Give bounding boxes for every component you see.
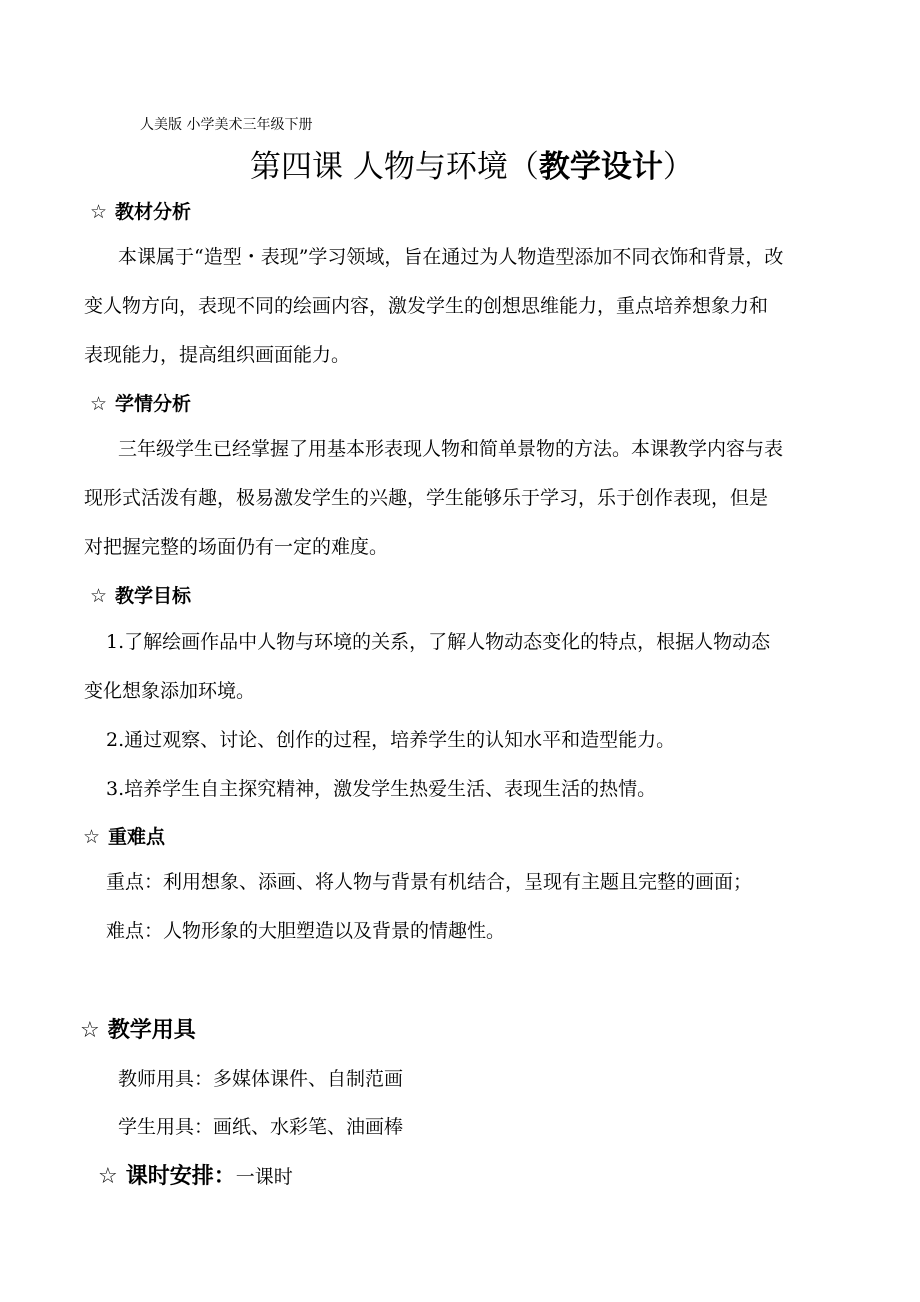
star-icon: ☆ <box>90 585 108 607</box>
heading-key-points <box>83 822 165 849</box>
title-end: ） <box>662 149 694 185</box>
heading-schedule <box>98 1159 293 1190</box>
teacher-tools: 教师用具：多媒体课件、自制范画 <box>118 1068 404 1090</box>
heading-analysis-label: 教材分析 <box>115 201 192 223</box>
analysis-paragraph <box>84 233 784 380</box>
heading-tools-label: 教学用具 <box>107 1018 196 1043</box>
focus-text: 重点：利用想象、添画、将人物与背景有机结合，呈现有主题且完整的画面； <box>106 871 753 893</box>
heading-students <box>90 389 191 416</box>
heading-schedule-label: 课时安排： <box>125 1164 236 1189</box>
heading-goals-label: 教学目标 <box>115 585 192 607</box>
students-paragraph <box>84 425 784 572</box>
page-title <box>250 141 694 186</box>
heading-tools <box>80 1013 196 1044</box>
goals-list <box>84 618 784 814</box>
star-icon: ☆ <box>90 201 108 223</box>
star-icon: ☆ <box>80 1018 100 1043</box>
goal-item: 3.培养学生自主探究精神，激发学生热爱生活、表现生活的热情。 <box>106 778 657 800</box>
title-main: 第四课 人物与环境（ <box>250 149 539 185</box>
key-points-paragraph <box>84 858 784 956</box>
series-label: 人美版 小学美术三年级下册 <box>140 117 313 133</box>
difficulty-text: 难点：人物形象的大胆塑造以及背景的情趣性。 <box>106 920 506 942</box>
students-text: 三年级学生已经掌握了用基本形表现人物和简单景物的方法。本课教学内容与表现形式活泼有趣，极易激发学生的兴趣，学生能够乐于学习，乐于创作表现，但是对把握完整的场面仍有一定的难度。 <box>84 438 784 558</box>
analysis-text: 本课属于“造型・表现”学习领域，旨在通过为人物造型添加不同衣饰和背景，改变人物方向，表现不同的绘画内容，激发学生的创想思维能力，重点培养想象力和表现能力，提高组织画面能力。 <box>84 246 784 366</box>
star-icon: ☆ <box>90 393 108 415</box>
heading-students-label: 学情分析 <box>115 393 192 415</box>
title-bold: 教学设计 <box>538 149 663 185</box>
star-icon: ☆ <box>83 826 101 848</box>
heading-analysis <box>90 197 191 224</box>
goal-item: 2.通过观察、讨论、创作的过程，培养学生的认知水平和造型能力。 <box>106 729 676 751</box>
schedule-value: 一课时 <box>235 1166 293 1188</box>
star-icon: ☆ <box>98 1164 118 1189</box>
student-tools: 学生用具：画纸、水彩笔、油画棒 <box>118 1116 404 1138</box>
goal-item: 1.了解绘画作品中人物与环境的关系，了解人物动态变化的特点，根据人物动态变化想象添加环境。 <box>84 631 771 702</box>
heading-key-points-label: 重难点 <box>108 826 166 848</box>
heading-goals <box>90 581 191 608</box>
